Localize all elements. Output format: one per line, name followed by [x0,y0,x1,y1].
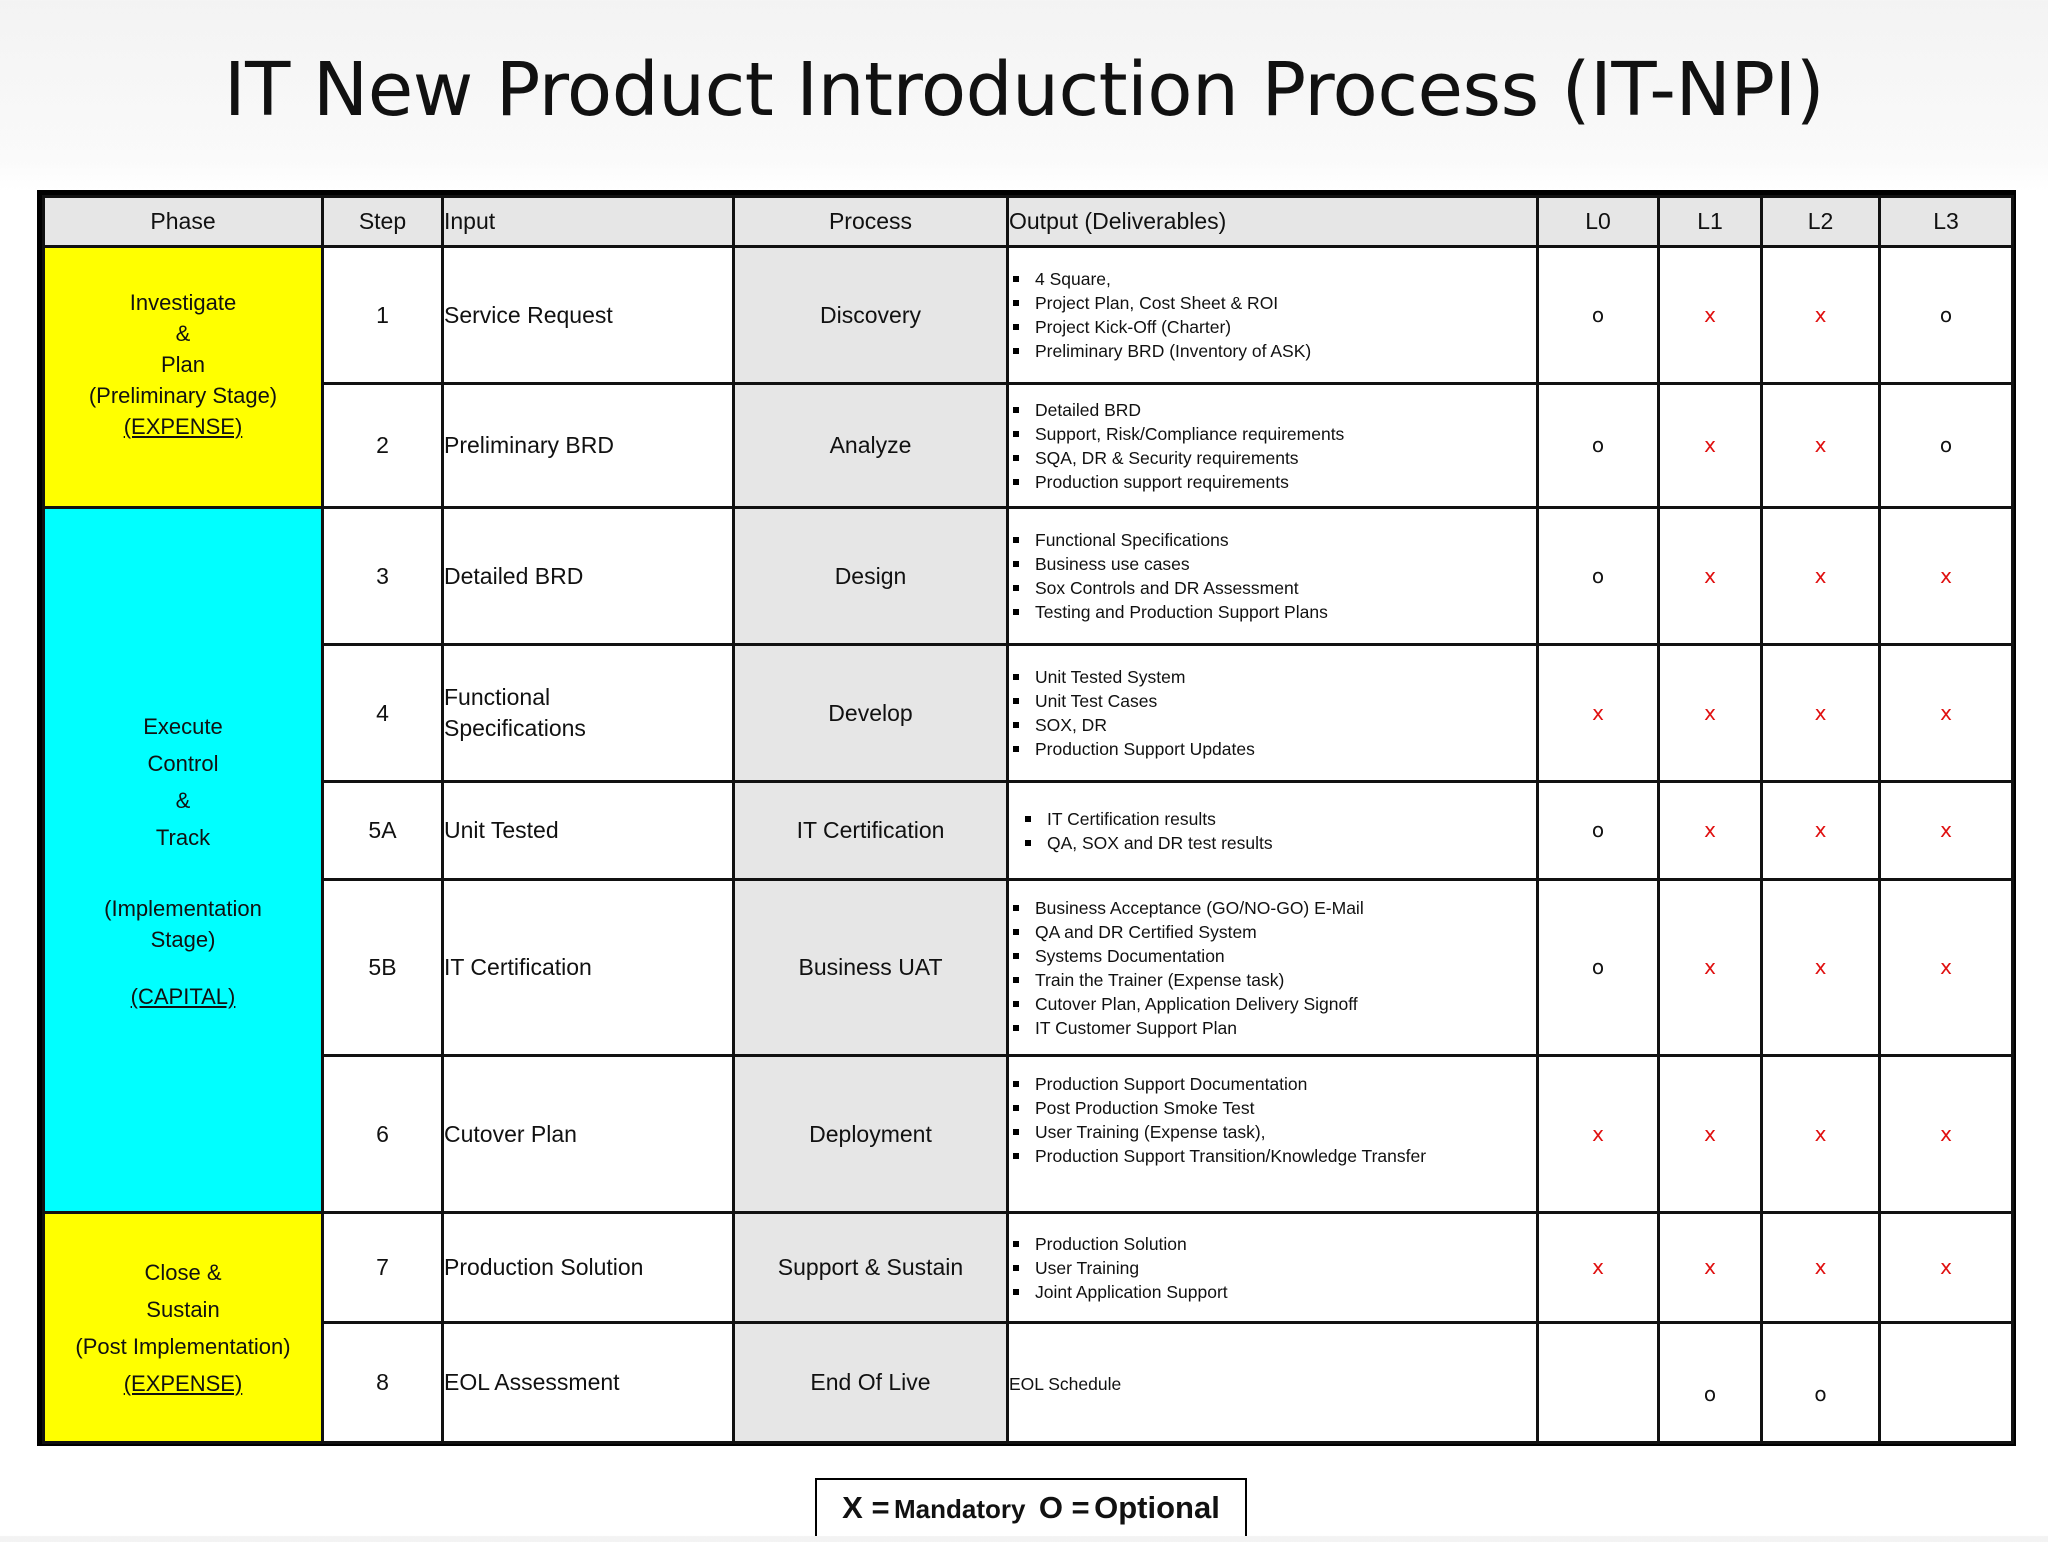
deliverable-item: SOX, DR [1009,713,1536,737]
legend-box [815,1478,1247,1536]
mandatory-mark: x [1814,1255,1827,1279]
deliverable-item: IT Customer Support Plan [1009,1016,1536,1040]
legend-x-symbol: X = [842,1490,890,1525]
mandatory-mark: x [1940,700,1952,725]
mandatory-mark: x [1940,1255,1952,1279]
step-cell: 5B [323,880,443,1056]
level-l1-cell [1659,1323,1762,1443]
phase-line: (Preliminary Stage) [88,382,278,408]
deliverable-item: Preliminary BRD (Inventory of ASK) [1009,339,1536,363]
deliverable-item: SQA, DR & Security requirements [1009,446,1536,470]
mandatory-mark: x [1814,433,1827,457]
deliverable-item: Detailed BRD [1009,398,1536,422]
deliverable-item: Production Support Transition/Knowledge Transfer [1009,1144,1536,1168]
level-l3-cell [1880,508,2013,645]
optional-mark: o [1703,1382,1717,1406]
level-l0-cell [1538,1213,1659,1323]
header-output: Output (Deliverables) [1008,197,1538,247]
mandatory-mark: x [1814,563,1827,588]
header-step: Step [323,197,443,247]
process-cell: Analyze [734,384,1008,508]
npi-process-table [42,195,2014,1444]
process-cell: Deployment [734,1056,1008,1213]
phase-line: Sustain [146,1296,220,1322]
level-l2-cell [1762,508,1880,645]
phase-line: & [175,320,191,346]
level-l0-cell [1538,1323,1659,1443]
process-cell: Develop [734,645,1008,782]
mandatory-mark: x [1704,1255,1716,1279]
output-cell [1008,508,1538,645]
level-l1-cell [1659,645,1762,782]
phase-cost-type: (EXPENSE) [123,1370,243,1396]
input-cell: Detailed BRD [443,508,734,645]
deliverables-list [1009,807,1536,855]
mandatory-mark: x [1592,700,1604,725]
input-cell: Service Request [443,247,734,384]
input-line: Functional [444,684,551,710]
deliverable-item: User Training [1009,1256,1536,1280]
deliverable-item: Train the Trainer (Expense task) [1009,968,1536,992]
table-row [44,1213,2013,1323]
level-l1-cell [1659,1056,1762,1213]
level-l2-cell [1762,1056,1880,1213]
deliverable-item: Functional Specifications [1009,528,1536,552]
mandatory-mark: x [1814,818,1827,842]
mandatory-mark: x [1940,955,1952,979]
input-line: Specifications [444,715,586,741]
step-cell: 3 [323,508,443,645]
level-l1-cell [1659,508,1762,645]
optional-mark: o [1591,433,1605,457]
process-cell: Support & Sustain [734,1213,1008,1323]
level-l3-cell [1880,880,2013,1056]
phase-line: Execute [143,714,223,739]
mandatory-mark: x [1814,1121,1827,1146]
deliverable-item: Production Support Documentation [1009,1072,1536,1096]
deliverables-list [1009,665,1536,761]
phase-cost-type: (CAPITAL) [130,984,236,1009]
level-l2-cell [1762,384,1880,508]
level-l0-cell [1538,782,1659,880]
deliverables-list [1009,1232,1536,1304]
deliverables-list [1009,267,1536,363]
level-l3-cell [1880,1056,2013,1213]
deliverable-item: Production support requirements [1009,470,1536,494]
npi-table-frame [37,190,2016,1446]
deliverable-item: Support, Risk/Compliance requirements [1009,422,1536,446]
deliverable-item: Testing and Production Support Plans [1009,600,1536,624]
level-l1-cell [1659,1213,1762,1323]
mandatory-mark: x [1814,955,1827,979]
input-cell: Unit Tested [443,782,734,880]
level-l2-cell [1762,1213,1880,1323]
phase-line: Close & [144,1259,222,1285]
deliverable-item: Post Production Smoke Test [1009,1096,1536,1120]
deliverable-item: Business Acceptance (GO/NO-GO) E-Mail [1009,896,1536,920]
process-cell: IT Certification [734,782,1008,880]
legend-o-meaning: Optional [1094,1490,1220,1525]
phase-investigate-plan [44,247,323,508]
deliverable-item: Cutover Plan, Application Delivery Signoff [1009,992,1536,1016]
deliverable-text: EOL Schedule [1009,1374,1122,1394]
step-cell: 2 [323,384,443,508]
phase-line: (Implementation [104,896,262,921]
legend-o-symbol: O = [1038,1490,1090,1525]
process-cell: Business UAT [734,880,1008,1056]
step-cell: 6 [323,1056,443,1213]
deliverable-item: QA, SOX and DR test results [1021,831,1536,855]
header-l1: L1 [1659,197,1762,247]
optional-mark: o [1591,563,1605,588]
header-row [44,197,2013,247]
deliverable-item: QA and DR Certified System [1009,920,1536,944]
table-row [44,1056,2013,1213]
process-cell: Design [734,508,1008,645]
input-cell: Cutover Plan [443,1056,734,1213]
mandatory-mark: x [1592,1255,1604,1279]
mandatory-mark: x [1704,700,1716,725]
optional-mark: o [1939,302,1953,327]
mandatory-mark: x [1704,302,1716,327]
phase-close-sustain [44,1213,323,1443]
level-l0-cell [1538,1056,1659,1213]
deliverable-item: Business use cases [1009,552,1536,576]
input-cell: IT Certification [443,880,734,1056]
deliverable-item: Joint Application Support [1009,1280,1536,1304]
deliverable-item: Unit Test Cases [1009,689,1536,713]
level-l3-cell [1880,1213,2013,1323]
level-l0-cell [1538,645,1659,782]
level-l0-cell [1538,247,1659,384]
phase-line: Investigate [129,289,237,315]
phase-line: & [175,788,191,813]
optional-mark: o [1591,818,1605,842]
mandatory-mark: x [1704,1121,1716,1146]
table-row [44,247,2013,384]
header-l2: L2 [1762,197,1880,247]
level-l1-cell [1659,384,1762,508]
output-cell [1008,645,1538,782]
deliverable-item: Sox Controls and DR Assessment [1009,576,1536,600]
header-l0: L0 [1538,197,1659,247]
step-cell: 1 [323,247,443,384]
output-cell [1008,782,1538,880]
optional-mark: o [1591,302,1605,327]
deliverable-item: Unit Tested System [1009,665,1536,689]
level-l2-cell [1762,1323,1880,1443]
phase-line: Stage) [150,927,216,952]
header-input: Input [443,197,734,247]
header-phase: Phase [44,197,323,247]
deliverable-item: Project Plan, Cost Sheet & ROI [1009,291,1536,315]
mandatory-mark: x [1940,1121,1952,1146]
output-cell [1008,1056,1538,1213]
phase-line: Plan [160,351,206,377]
mandatory-mark: x [1592,1121,1604,1146]
level-l0-cell [1538,880,1659,1056]
output-cell [1008,247,1538,384]
table-row [44,384,2013,508]
deliverables-list [1009,398,1536,494]
process-cell: Discovery [734,247,1008,384]
mandatory-mark: x [1704,955,1716,979]
deliverable-item: Production Support Updates [1009,737,1536,761]
output-cell [1008,1323,1538,1443]
mandatory-mark: x [1814,302,1827,327]
process-cell: End Of Live [734,1323,1008,1443]
level-l2-cell [1762,782,1880,880]
step-cell: 4 [323,645,443,782]
level-l1-cell [1659,782,1762,880]
table-row [44,782,2013,880]
mandatory-mark: x [1704,818,1716,842]
input-cell: Preliminary BRD [443,384,734,508]
mandatory-mark: x [1940,563,1952,588]
deliverable-item: IT Certification results [1021,807,1536,831]
page-title: IT New Product Introduction Process (IT-NPI) [223,47,1825,133]
level-l2-cell [1762,247,1880,384]
level-l1-cell [1659,247,1762,384]
deliverable-item: Systems Documentation [1009,944,1536,968]
header-l3: L3 [1880,197,2013,247]
level-l1-cell [1659,880,1762,1056]
mandatory-mark: x [1704,433,1716,457]
table-row [44,508,2013,645]
table-row [44,880,2013,1056]
level-l0-cell [1538,508,1659,645]
input-cell: Production Solution [443,1213,734,1323]
deliverables-list [1009,1072,1536,1168]
phase-line: Control [147,751,219,776]
mandatory-mark: x [1814,700,1827,725]
step-cell: 5A [323,782,443,880]
phase-line: (Post Implementation) [75,1333,291,1359]
deliverables-list [1009,528,1536,624]
level-l2-cell [1762,880,1880,1056]
phase-execute-control-track [44,508,323,1213]
table-row [44,645,2013,782]
optional-mark: o [1814,1382,1827,1406]
input-cell [443,645,734,782]
deliverable-item: Production Solution [1009,1232,1536,1256]
input-cell: EOL Assessment [443,1323,734,1443]
mandatory-mark: x [1704,563,1716,588]
deliverable-item: 4 Square, [1009,267,1536,291]
optional-mark: o [1591,955,1605,979]
level-l3-cell [1880,645,2013,782]
deliverable-item: User Training (Expense task), [1009,1120,1536,1144]
level-l3-cell [1880,384,2013,508]
step-cell: 7 [323,1213,443,1323]
phase-line: Track [155,825,211,850]
deliverable-item: Project Kick-Off (Charter) [1009,315,1536,339]
level-l3-cell [1880,782,2013,880]
output-cell [1008,384,1538,508]
table-row [44,1323,2013,1443]
deliverables-list [1009,896,1536,1040]
level-l2-cell [1762,645,1880,782]
header-process: Process [734,197,1008,247]
output-cell [1008,880,1538,1056]
legend-x-meaning: Mandatory [894,1494,1026,1524]
level-l0-cell [1538,384,1659,508]
optional-mark: o [1939,433,1953,457]
step-cell: 8 [323,1323,443,1443]
phase-cost-type: (EXPENSE) [123,413,243,439]
level-l3-cell [1880,1323,2013,1443]
level-l3-cell [1880,247,2013,384]
output-cell [1008,1213,1538,1323]
mandatory-mark: x [1940,818,1952,842]
